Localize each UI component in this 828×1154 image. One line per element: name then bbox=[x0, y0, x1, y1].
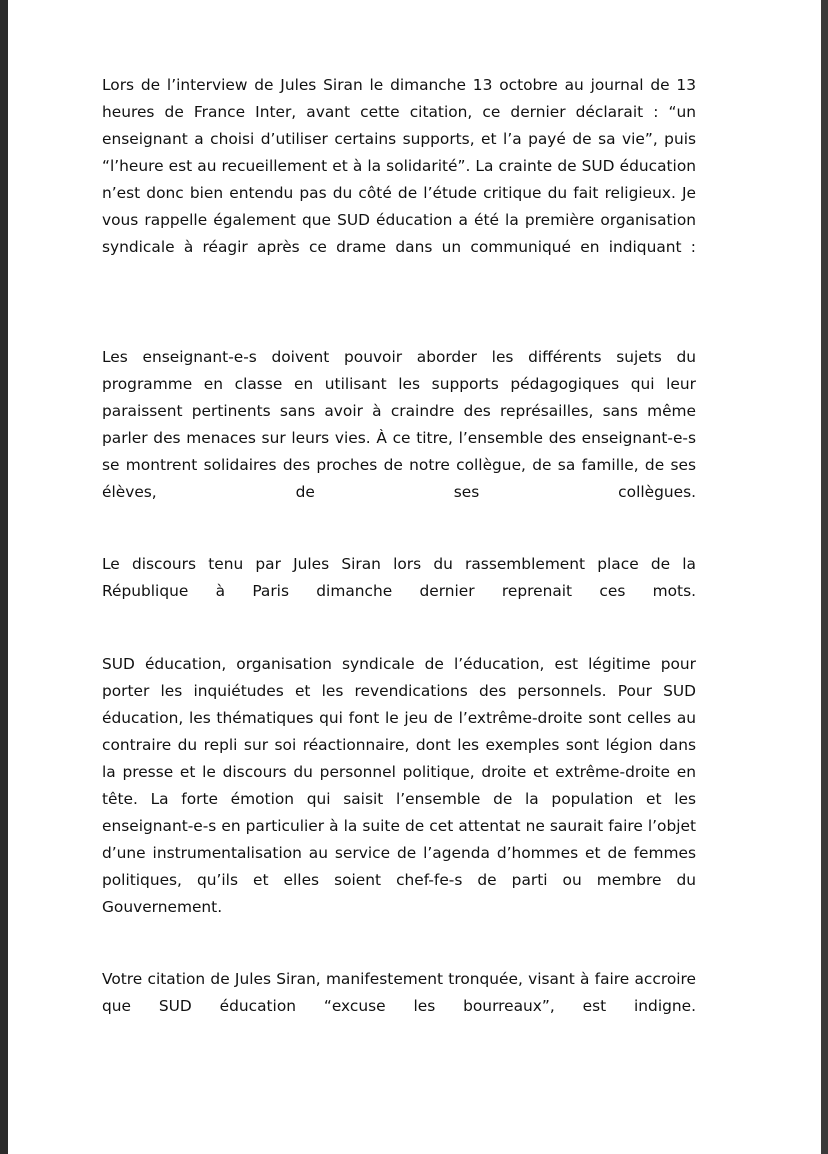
paragraph-interview-context: Lors de l’interview de Jules Siran le dimanche 13 octobre au journal de 13 heures de France Inter, avant cette citation, ce dernier déclarait : “un enseignant a choisi d’utiliser certains supports, et l’a payé de sa vie”, puis “l’heure est au recueillement et à la solidarité”. La crainte de SUD éducation n’est donc bien entendu pas du côté de l’étude critique du fait religieux. Je vous rappelle également que SUD éducation a été la première organisation syndicale à réagir après ce drame dans un communiqué en indiquant : bbox=[102, 76, 696, 256]
document-page bbox=[8, 0, 821, 1154]
paragraph-rally-speech: Le discours tenu par Jules Siran lors du rassemblement place de la République à Paris dimanche dernier reprenait ces mots. bbox=[102, 555, 696, 600]
paragraph-union-position: SUD éducation, organisation syndicale de l’éducation, est légitime pour porter les inquiétudes et les revendications des personnels. Pour SUD éducation, les thématiques qui font le jeu de l’extrême-droite sont celles au contraire du repli sur soi réactionnaire, dont les exemples sont légion dans la presse et le discours du personnel politique, droite et extrême-droite en tête. La forte émotion qui saisit l’ensemble de la population et les enseignant-e-s en particulier à la suite de cet attentat ne saurait faire l’objet d’une instrumentalisation au service de l’agenda d’hommes et de femmes politiques, qu’ils et elles soient chef-fe-s de parti ou membre du Gouvernement. bbox=[102, 655, 696, 916]
paragraph-communique-quote: Les enseignant-e-s doivent pouvoir aborder les différents sujets du programme en classe en utilisant les supports pédagogiques qui leur paraissent pertinents sans avoir à craindre des représailles, sans même parler des menaces sur leurs vies. À ce titre, l’ensemble des enseignant-e-s se montrent solidaires des proches de notre collègue, de sa famille, de ses élèves, de ses collègues. bbox=[102, 348, 696, 501]
viewer-scrollbar[interactable] bbox=[821, 0, 828, 1154]
paragraph-conclusion: Votre citation de Jules Siran, manifestement tronquée, visant à faire accroire que SUD éducation “excuse les bourreaux”, est indigne. bbox=[102, 970, 696, 1015]
